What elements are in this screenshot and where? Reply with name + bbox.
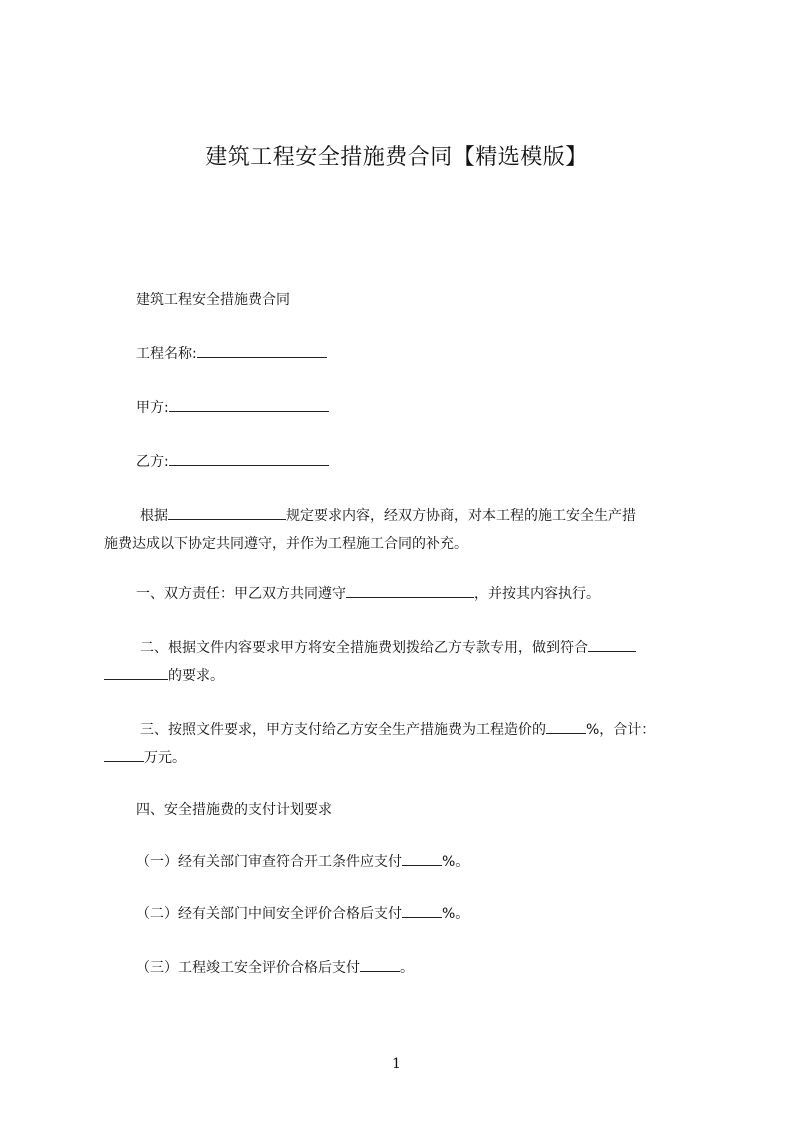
clause3-suffix: %，合计： xyxy=(586,722,656,738)
intro-suffix: 规定要求内容，经双方协商，对本工程的施工安全生产措 xyxy=(286,508,636,524)
clause-1 xyxy=(104,580,736,608)
clause1-blank xyxy=(346,583,474,598)
item1-blank xyxy=(402,851,442,866)
page-number: 1 xyxy=(392,1056,401,1072)
clause-2-line-2 xyxy=(104,662,704,690)
item2-blank xyxy=(402,903,442,918)
project-name-label: 工程名称: xyxy=(136,346,197,362)
project-name-field xyxy=(104,340,736,368)
item2-prefix: （二）经有关部门中间安全评价合格后支付 xyxy=(136,906,402,922)
contract-subtitle xyxy=(104,286,736,314)
item3-prefix: （三）工程竣工安全评价合格后支付 xyxy=(136,960,360,976)
clause3-amount-blank xyxy=(104,747,144,762)
clause1-suffix: ，并按其内容执行。 xyxy=(474,586,600,602)
clause2-line2: 的要求。 xyxy=(168,668,224,684)
payment-item-3 xyxy=(104,954,736,982)
item1-prefix: （一）经有关部门审查符合开工条件应支付 xyxy=(136,854,402,870)
intro-line-1 xyxy=(104,502,740,530)
clause4-text: 四、安全措施费的支付计划要求 xyxy=(136,802,332,818)
clause3-percent-blank xyxy=(546,719,586,734)
subtitle-text: 建筑工程安全措施费合同 xyxy=(136,292,290,308)
project-name-blank xyxy=(197,343,327,358)
clause-3-line-1 xyxy=(104,716,740,744)
intro-prefix: 根据 xyxy=(140,508,168,524)
intro-line-2 xyxy=(104,530,704,558)
clause1-prefix: 一、双方责任：甲乙双方共同遵守 xyxy=(136,586,346,602)
clause2-line1: 二、根据文件内容要求甲方将安全措施费划拨给乙方专款专用，做到符合 xyxy=(140,640,588,656)
clause3-line2: 万元。 xyxy=(144,750,186,766)
party-a-blank xyxy=(169,397,329,412)
intro-line2-text: 施费达成以下协定共同遵守，并作为工程施工合同的补充。 xyxy=(104,536,468,552)
party-b-label: 乙方: xyxy=(136,454,169,470)
clause2-blank-a xyxy=(588,637,636,652)
document-title: 建筑工程安全措施费合同【精选模版】 xyxy=(205,145,588,170)
clause-4-heading xyxy=(104,796,736,824)
party-b-field xyxy=(104,448,736,476)
item1-suffix: %。 xyxy=(442,854,470,870)
party-a-label: 甲方: xyxy=(136,400,169,416)
clause3-prefix: 三、按照文件要求，甲方支付给乙方安全生产措施费为工程造价的 xyxy=(140,722,546,738)
item3-suffix: 。 xyxy=(400,960,414,976)
clause-2-line-1 xyxy=(104,634,740,662)
item3-blank xyxy=(360,957,400,972)
clause-3-line-2 xyxy=(104,744,704,772)
party-b-blank xyxy=(169,451,329,466)
party-a-field xyxy=(104,394,736,422)
clause2-blank-b xyxy=(104,665,168,680)
item2-suffix: %。 xyxy=(442,906,470,922)
intro-blank xyxy=(168,505,286,520)
payment-item-1 xyxy=(104,848,736,876)
payment-item-2 xyxy=(104,900,736,928)
